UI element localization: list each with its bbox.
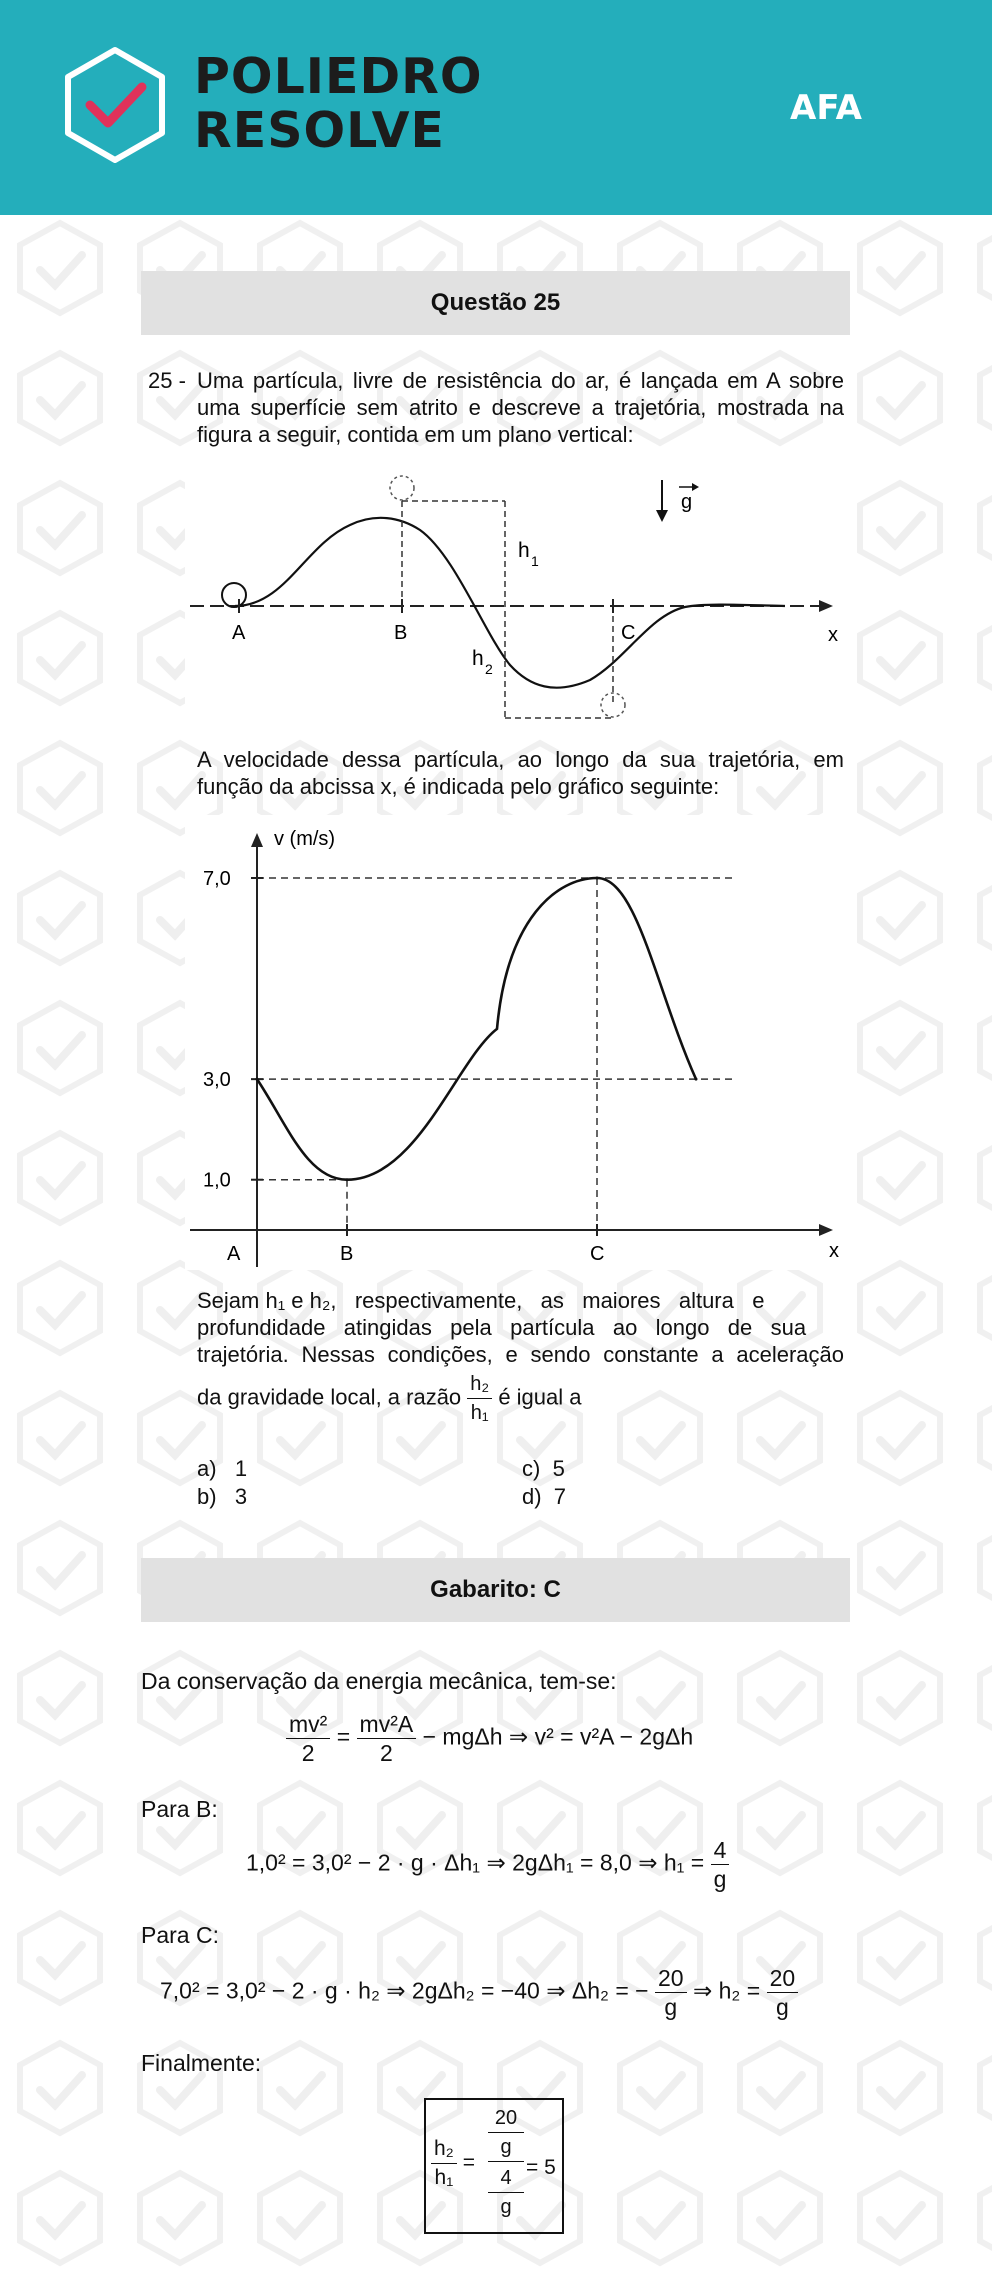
label-C: C	[621, 622, 636, 644]
box-den: h₁	[434, 2166, 454, 2189]
brand-line-2: RESOLVE	[194, 102, 446, 159]
energy-equation	[286, 1710, 693, 1767]
eq1-den1: 2	[301, 1740, 315, 1766]
label-h1: h	[518, 539, 530, 562]
trajectory-figure	[185, 465, 855, 730]
finally-label: Finalmente:	[141, 2050, 262, 2076]
label-A: A	[232, 622, 246, 644]
exam-label: AFA	[790, 88, 862, 128]
velocity-point-1	[346, 1178, 349, 1181]
velocity-point-2	[596, 877, 599, 880]
stem-line-4	[197, 1370, 844, 1427]
velocity-line-2: função da abcissa x, é indicada pelo gráfico seguinte:	[197, 774, 720, 799]
eq3-den2: g	[775, 1994, 789, 2020]
velocity-line-1: A velocidade dessa partícula, ao longo da sua trajetória, em	[197, 747, 844, 772]
question-title: Questão 25	[141, 271, 850, 335]
intro-line-3: figura a seguir, contida em um plano vertical:	[197, 422, 634, 447]
box-compound-fraction	[488, 2104, 524, 2221]
x-tick-label-B: B	[340, 1243, 354, 1265]
para-b-label: Para B:	[141, 1796, 218, 1822]
eq2-left: 1,0² = 3,0² − 2 · g · Δh₁ ⇒ 2gΔh₁ = 8,0 ⇒ h₁ =	[246, 1849, 705, 1876]
chart-ylabel: v (m/s)	[274, 828, 336, 850]
box-result: = 5	[526, 2156, 556, 2179]
eq1-den2: 2	[379, 1740, 393, 1766]
box-num: h₂	[431, 2135, 457, 2164]
stem-ratio-den: h₁	[470, 1402, 489, 1424]
eq3-num1: 20	[655, 1964, 687, 1993]
option-c[interactable]: c) 5	[522, 1456, 565, 1481]
eq3-num2: 20	[767, 1964, 799, 1993]
brand-line-1: POLIEDRO	[194, 48, 483, 105]
velocity-point-0	[256, 1078, 259, 1081]
eq3-den1: g	[664, 1994, 678, 2020]
option-b[interactable]: b) 3	[197, 1484, 248, 1509]
final-result-box	[424, 2098, 564, 2234]
eq1-num1: mv²	[286, 1710, 330, 1739]
x-tick-label-A: A	[227, 1243, 241, 1265]
stem-line-2: profundidade atingidas pela partícula ao longo de sua	[197, 1315, 807, 1340]
label-x: x	[828, 624, 838, 646]
eq1-rest: − mgΔh ⇒ v² = v²A − 2gΔh	[422, 1723, 694, 1750]
stem-ratio-num: h₂	[467, 1370, 492, 1399]
eq1-equals: =	[336, 1723, 351, 1750]
eq3-left: 7,0² = 3,0² − 2 · g · h₂ ⇒ 2gΔh₂ = −40 ⇒ Δh₂ = −	[160, 1977, 649, 2004]
stem-line-4b: é igual a	[498, 1384, 582, 1410]
stem-line-1: Sejam h₁ e h₂, respectivamente, as maiores altura e	[197, 1288, 765, 1313]
x-tick-label-C: C	[590, 1243, 605, 1265]
equation-b	[246, 1836, 729, 1893]
box-equals: =	[462, 2151, 475, 2175]
y-tick-label-2: 7,0	[203, 868, 231, 890]
eq3-mid: ⇒ h₂ =	[692, 1977, 761, 2004]
intro-line-1: Uma partícula, livre de resistência do ar, é lançada em A sobre	[197, 368, 844, 393]
label-h2-sub: 2	[485, 661, 493, 677]
label-g: g	[681, 491, 693, 513]
box-top-den: g	[500, 2136, 512, 2158]
velocity-chart	[185, 815, 855, 1270]
box-top-num: 20	[488, 2104, 524, 2133]
label-B: B	[394, 622, 408, 644]
y-tick-label-0: 1,0	[203, 1169, 231, 1192]
option-a[interactable]: a) 1	[197, 1456, 248, 1481]
question-number: 25 -	[148, 368, 186, 393]
intro-line-2: uma superfície sem atrito e descreve a trajetória, mostrada na	[197, 395, 844, 420]
option-d[interactable]: d) 7	[522, 1484, 567, 1509]
solution-intro: Da conservação da energia mecânica, tem-se:	[141, 1668, 617, 1694]
box-bot-den: g	[500, 2196, 512, 2218]
eq2-den: g	[713, 1866, 727, 1892]
para-c-label: Para C:	[141, 1922, 219, 1948]
stem-line-4a: da gravidade local, a razão	[197, 1384, 462, 1410]
label-h2: h	[472, 647, 484, 670]
velocity-point-3	[695, 1078, 698, 1081]
eq1-num2: mv²A	[357, 1710, 417, 1739]
chart-xlabel: x	[829, 1240, 839, 1262]
answer-title: Gabarito: C	[141, 1558, 850, 1622]
label-h1-sub: 1	[531, 553, 539, 569]
y-tick-label-1: 3,0	[203, 1069, 231, 1092]
equation-c	[160, 1964, 798, 2021]
stem-ratio	[467, 1370, 492, 1427]
box-bot-num: 4	[488, 2164, 524, 2193]
stem-line-3: trajetória. Nessas condições, e sendo constante a aceleração	[197, 1342, 844, 1367]
eq2-num: 4	[711, 1836, 730, 1865]
